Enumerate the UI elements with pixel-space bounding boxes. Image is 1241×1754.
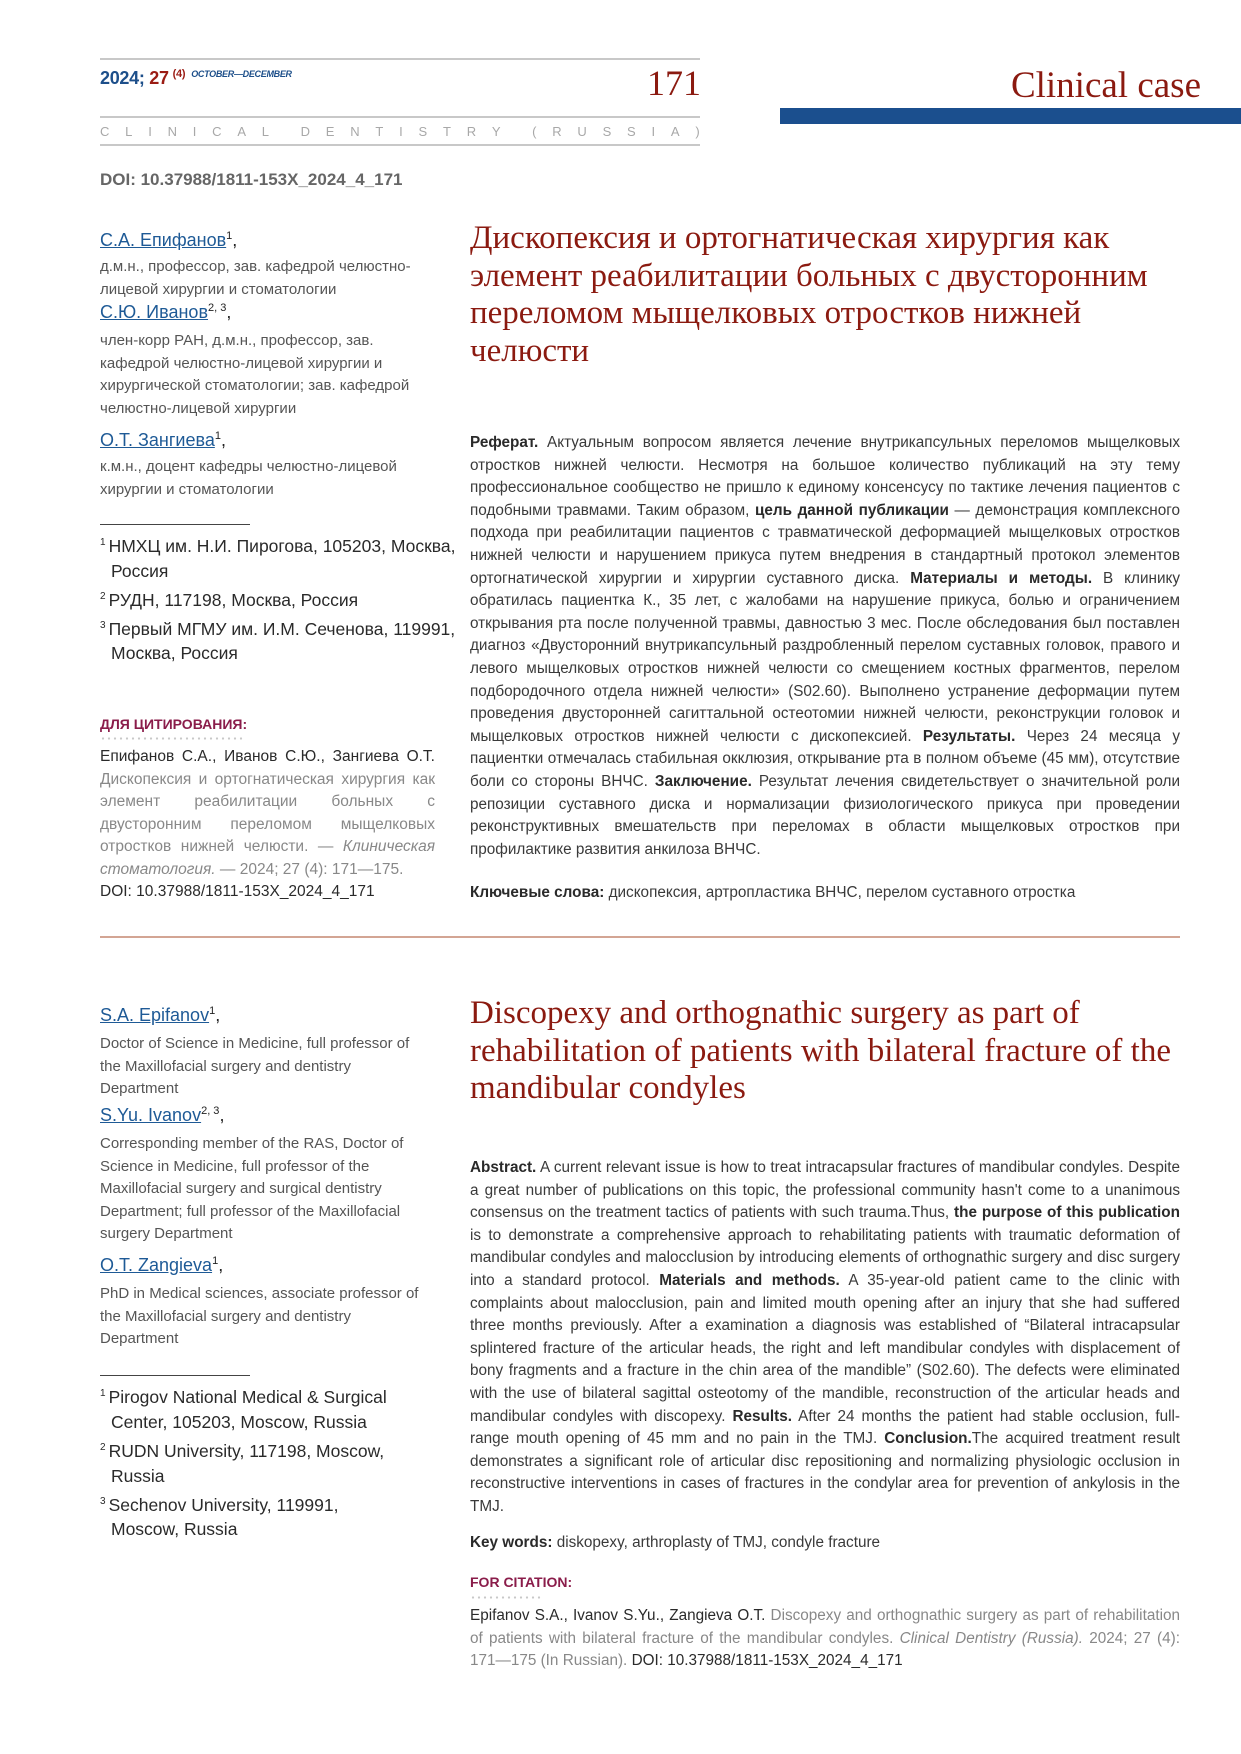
article-title-ru: Дископексия и ортогнатическая хирургия как элемент реабилитации больных с двусторонним переломом мыщелковых отростков нижней челюсти — [470, 220, 1148, 369]
journal-letter: ) — [695, 124, 700, 139]
article-doi[interactable]: DOI: 10.37988/1811-153X_2024_4_171 — [100, 170, 403, 189]
citation-journal: Клиническая стоматология. — [100, 838, 435, 878]
results-label: Results. — [732, 1407, 792, 1425]
citation-en — [470, 1605, 1180, 1673]
abstract-ru: Реферат. Актуальным вопросом является лечение внутрикапсульных переломов мыщелковых отростков нижней челюсти. Несмотря на большое количество публикаций на эту тему профессиональное сообщество не пришло к единому консенсусу по тактике лечения пациентов с подобными травмами. Таким образом, цель данной публикации — демонстрация комплексного подхода при реабилитации пациентов с травматической деформацией мыщелковых отростков нижней челюсти и нарушением прикуса путем внедрения в стандартный протокол элементов ортогнатической хирургии и хирургии суставного диска. Материалы и методы. В клинику обратилась пациентка К., 35 лет, с жалобами на нарушение прикуса, болью и ограничением открывания рта после полученной травмы, давностью 3 мес. После обследования был поставлен диагноз «Двусторонний внутрикапсульный раздробленный перелом суставных головок, правого и левого мыщелковых отростков нижней челюсти со смещением костных фрагментов, перелом подбородочного отдела нижней челюсти» (S02.60). Выполнено устранение деформации путем проведения двусторонней сагиттальной остеотомии нижней челюсти, реконструкции головок и мыщелковых отростков нижней челюсти с дископексией. Результаты. Через 24 месяца у пациентки отмечалась стабильная окклюзия, открывание рта в полном объеме (45 мм), отсутствие боли со стороны ВНЧС. Заключение. Результат лечения свидетельствует о значительной роли репозиции суставного диска и нормализации физиологического прикуса при проведении реконструктивных вмешательств при переломах в области мыщелковых отростков при профилактике развития анкилоза ВНЧС. — [470, 434, 1181, 858]
keywords-label: Ключевые слова: — [470, 884, 605, 901]
author-sup: 2, 3 — [201, 1105, 220, 1117]
methods-label: Materials and methods. — [659, 1271, 840, 1289]
author-en-3[interactable]: O.T. Zangieva$^1$, — [100, 1255, 224, 1275]
institution: $^1$ Pirogov National Medical & Surgical Center, 105203, Moscow, Russia — [100, 1386, 387, 1432]
methods-label: Материалы и методы. — [910, 569, 1093, 587]
citation-issue: 2024; 27 (4): 171—175 (In Russian). — [470, 1629, 1180, 1670]
citation-doi[interactable]: DOI: 10.37988/1811-153X_2024_4_171 — [100, 883, 375, 900]
journal-letter: Y — [491, 124, 501, 139]
abstract-label: Реферат. — [470, 434, 539, 451]
article-title-en: Discopexy and orthognathic surgery as part of rehabilitation of patients with bilateral fracture of the mandibular condyles — [470, 995, 1171, 1106]
author-affiliation: член-корр РАН, д.м.н., профессор, зав. кафедрой челюстно-лицевой хирургии и хирургической стоматологии; зав. кафедрой челюстно-лицевой хирургии — [100, 332, 410, 417]
author-ru-3[interactable]: О.Т. Зангиева$^1$, — [100, 430, 226, 450]
institution: $^2$ РУДН, 117198, Москва, Россия — [100, 589, 359, 610]
journal-letter: E — [325, 124, 335, 139]
author-affiliation: д.м.н., профессор, зав. кафедрой челюстно-лицевой хирургии и стоматологии — [100, 258, 411, 298]
citation-heading-ru: ДЛЯ ЦИТИРОВАНИЯ: — [100, 716, 248, 732]
aim-label: цель данной публикации — [754, 501, 949, 519]
section-bar — [780, 108, 1241, 124]
author-affiliation: Corresponding member of the RAS, Doctor of Science in Medicine, full professor of the Maxillofacial surgery and surgical dentistry Department; full professor of the Maxillofacial surgery Department — [100, 1135, 404, 1242]
author-name[interactable]: O.T. Zangieva — [100, 1255, 213, 1275]
author-affiliation: к.м.н., доцент кафедры челюстно-лицевой хирургии и стоматологии — [100, 458, 397, 498]
author-ru-2[interactable]: С.Ю. Иванов$^{2, 3}$, — [100, 302, 232, 322]
author-sup: 2, 3 — [208, 302, 227, 314]
keywords-list: дископексия, артропластика ВНЧС, перелом суставного отростка — [604, 884, 1076, 901]
citation-authors: Epifanov S.A., Ivanov S.Yu., Zangieva O.T. — [470, 1607, 766, 1624]
journal-letter: I — [192, 124, 197, 139]
results-label: Результаты. — [922, 727, 1016, 745]
author-ru-1[interactable]: С.А. Епифанов$^1$, — [100, 230, 238, 250]
journal-letter: I — [399, 124, 403, 139]
institution: $^2$ RUDN University, 117198, Moscow, Russia — [100, 1440, 385, 1486]
journal-letter: R — [466, 124, 477, 139]
citation-journal: Clinical Dentistry (Russia). — [899, 1629, 1083, 1647]
dotted-divider — [100, 737, 244, 740]
author-sup: 1 — [214, 430, 221, 442]
conclusion-label: Заключение. — [654, 772, 752, 790]
citation-doi[interactable]: DOI: 10.37988/1811-153X_2024_4_171 — [631, 1652, 903, 1670]
citation-text: Дископексия и ортогнатическая хирургия как элемент реабилитации больных с двусторонним переломом мыщелковых отростков нижней челюсти. — — [100, 770, 435, 855]
journal-letter: N — [350, 124, 360, 139]
journal-letter: D — [300, 124, 310, 139]
section-title: Clinical case — [1010, 65, 1201, 106]
aim-label: the purpose of this publication — [954, 1204, 1180, 1222]
journal-letter: C — [100, 124, 110, 139]
institutions-en — [100, 1381, 400, 1542]
author-en-1[interactable]: S.A. Epifanov$^1$, — [100, 1005, 221, 1025]
language-separator — [100, 936, 1180, 938]
journal-name — [100, 124, 700, 139]
abstract-label: Abstract. — [470, 1159, 537, 1176]
author-sup: 1 — [226, 230, 233, 242]
journal-letter: T — [442, 124, 451, 139]
journal-letter: S — [627, 124, 636, 139]
author-sup: 1 — [212, 1255, 219, 1267]
author-en-2[interactable]: S.Yu. Ivanov$^{2, 3}$, — [100, 1105, 225, 1125]
journal-letter: L — [261, 124, 270, 139]
issue-number: (4) — [172, 68, 186, 80]
issue-year: 2024; — [100, 68, 145, 88]
header-bottom-rule — [100, 144, 700, 146]
abstract-en: Abstract. A current relevant issue is how to treat intracapsular fractures of mandibular condyles. Despite a great number of publications on this topic, the professional community hasn't come to a unanimous consensus on the treatment tactics of patients with such trauma.Thus, the purpose of this publication is to demonstrate a comprehensive approach to rehabilitating patients with traumatic deformation of mandibular condyles and malocclusion by introducing elements of orthognathic surgery and disc surgery into a standard protocol. Materials and methods. A 35-year-old patient came to the clinic with complaints about malocclusion, pain and limited mouth opening after an injury that she had suffered three months previously. After a examination a diagnosis was established of “Bilateral intracapsular splintered fracture of the articular heads, the right and left mandibular condyles with displacement of bony fragments and a fracture in the chin area of the mandible” (S02.60). The defects were eliminated with the use of bilateral sagittal osteotomy of the mandible, reconstruction of the articular heads and mandibular condyles with discopexy. Results. After 24 months the patient had stable occlusion, full-range mouth opening of 45 mm and no pain in the TMJ. Conclusion.The acquired treatment result demonstrates a significant role of articular disc repositioning and normalizing physiologic occlusion in reconstructive interventions in cases of fractures in the condylar area for prevention of ankylosis in the TMJ. — [470, 1159, 1180, 1515]
author-name[interactable]: С.Ю. Иванов — [100, 302, 209, 322]
author-name[interactable]: С.А. Епифанов — [100, 230, 227, 250]
footnote-rule — [100, 1375, 250, 1376]
citation-ru — [100, 746, 435, 904]
journal-letter: U — [577, 124, 587, 139]
journal-letter: T — [375, 124, 384, 139]
institutions-ru — [100, 530, 460, 666]
institution: $^3$ Sechenov University, 119991, Moscow, Russia — [100, 1494, 339, 1540]
citation-issue: — 2024; 27 (4): 171—175. — [215, 860, 404, 878]
journal-letter: R — [552, 124, 562, 139]
journal-letter: A — [237, 124, 247, 139]
footnote-rule — [100, 524, 250, 525]
institution: $^3$ Первый МГМУ им. И.М. Сеченова, 119991, Москва, Россия — [100, 618, 456, 664]
issue-period: OCTOBER—DECEMBER — [191, 69, 292, 79]
keywords-list: diskopexy, arthroplasty of TMJ, condyle fracture — [552, 1534, 881, 1551]
institution: $^1$ НМХЦ им. Н.И. Пирогова, 105203, Москва, Россия — [100, 535, 456, 581]
journal-letter: I — [651, 124, 656, 139]
citation-heading-en: FOR CITATION: — [470, 1574, 573, 1590]
author-name[interactable]: S.Yu. Ivanov — [100, 1105, 202, 1125]
author-name[interactable]: О.Т. Зангиева — [100, 430, 215, 450]
citation-authors: Епифанов С.А., Иванов С.Ю., Зангиева О.Т. — [100, 748, 435, 765]
conclusion-label: Conclusion. — [884, 1430, 972, 1448]
dotted-divider — [470, 1596, 542, 1599]
journal-letter: N — [167, 124, 177, 139]
header-mid-rule — [100, 116, 700, 118]
journal-letter: L — [125, 124, 133, 139]
journal-letter: I — [148, 124, 152, 139]
journal-letter: S — [602, 124, 612, 139]
page-number: 171 — [647, 63, 701, 103]
keywords-ru — [470, 884, 1075, 902]
citation-text: Discopexy and orthognathic surgery as part of rehabilitation of patients with bilateral fracture of the mandibular condyles. — [470, 1607, 1180, 1647]
author-affiliation: PhD in Medical sciences, associate professor of the Maxillofacial surgery and dentistry Department — [100, 1285, 419, 1347]
author-sup: 1 — [209, 1005, 216, 1017]
header-top-rule — [100, 58, 700, 60]
journal-letter: C — [212, 124, 222, 139]
journal-letter: S — [418, 124, 428, 139]
journal-letter: ( — [532, 124, 537, 139]
author-affiliation: Doctor of Science in Medicine, full professor of the Maxillofacial surgery and dentistry Department — [100, 1035, 410, 1097]
issue-info — [100, 68, 292, 89]
keywords-en — [470, 1534, 880, 1552]
journal-letter: A — [670, 124, 680, 139]
author-name[interactable]: S.A. Epifanov — [100, 1005, 210, 1025]
issue-volume: 27 — [149, 68, 169, 88]
keywords-label: Key words: — [470, 1534, 553, 1551]
